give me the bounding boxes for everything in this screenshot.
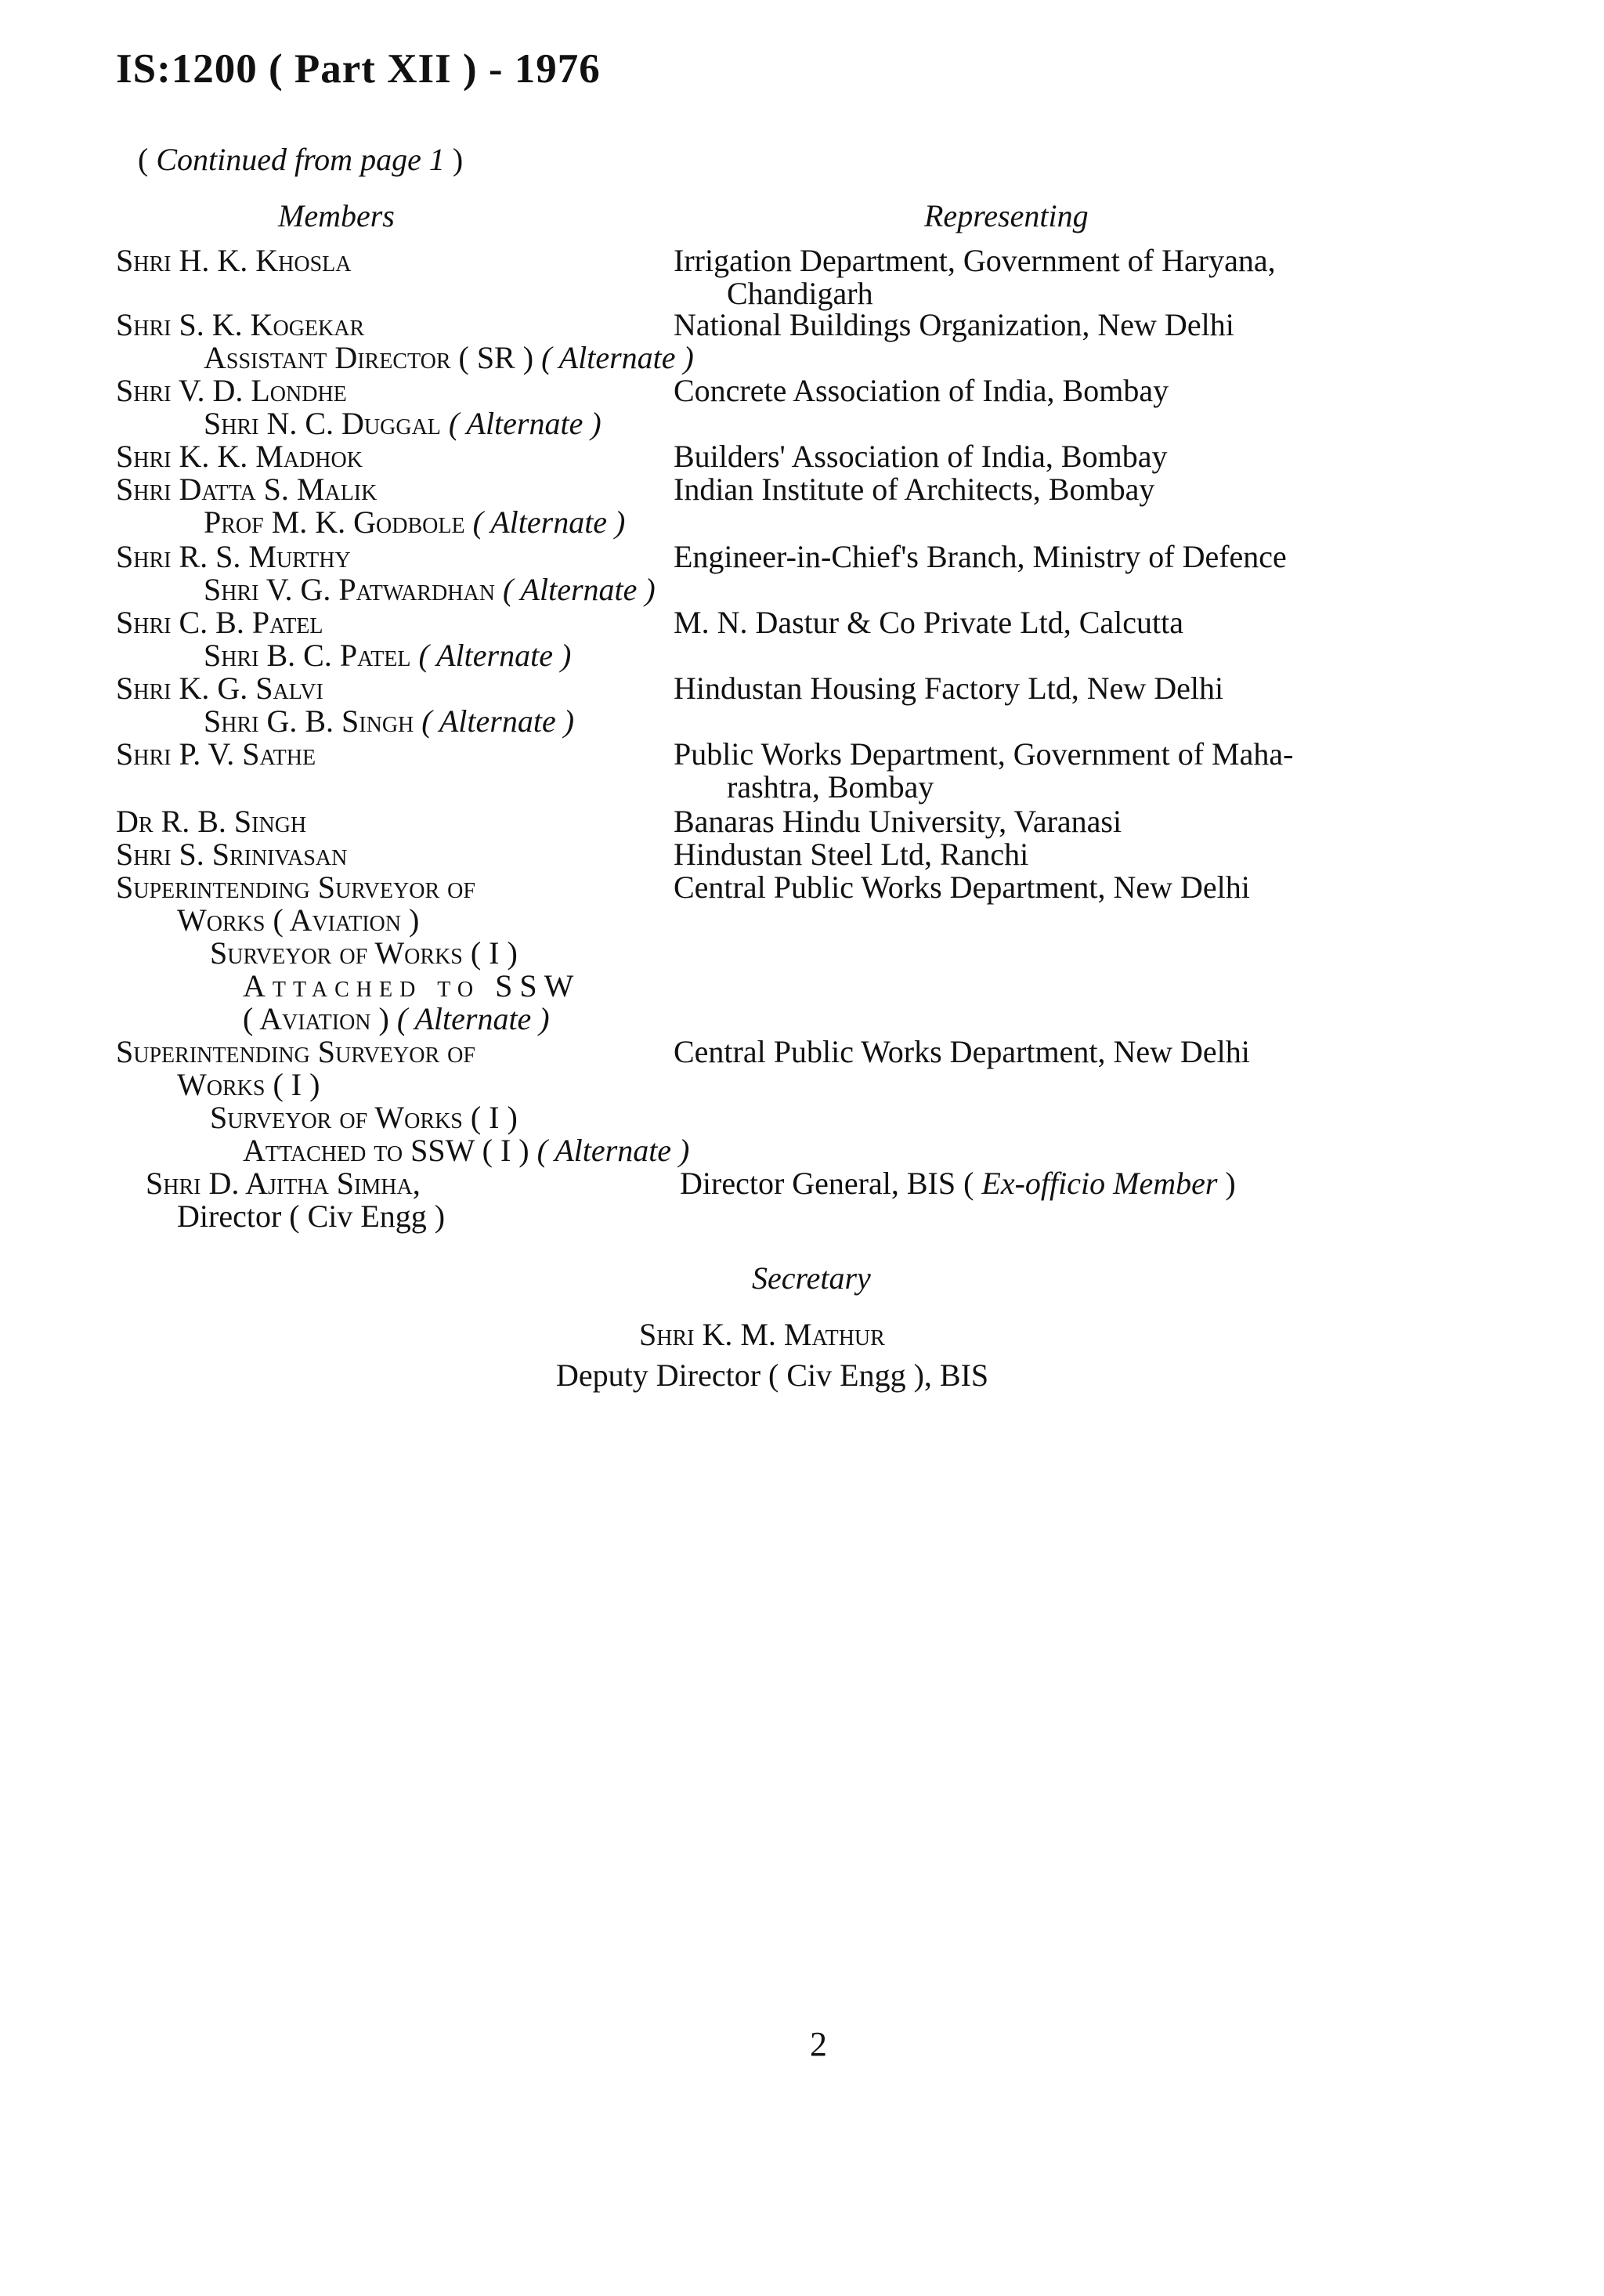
continued-note: [138, 141, 463, 178]
alternate-label: ( Alternate ): [418, 638, 572, 673]
representing-italic: Ex-officio Member: [981, 1166, 1218, 1201]
member-name: Shri D. Ajitha Simha,: [146, 1166, 421, 1201]
alternate-name: Prof M. K. Godbole: [204, 504, 465, 540]
standard-number: IS:1200 ( Part XII ) - 1976: [116, 46, 601, 92]
alternate-entry: [204, 407, 602, 440]
secretary-heading: Secretary: [752, 1260, 871, 1296]
alternate-name-continuation: Attached to SSW: [243, 968, 581, 1003]
member-name: Dr R. B. Singh: [116, 804, 307, 839]
alternate-entry: [204, 506, 625, 539]
representing-text: Banaras Hindu University, Varanasi: [674, 804, 1122, 839]
representing-text: M. N. Dastur & Co Private Ltd, Calcutta: [674, 605, 1184, 640]
continued-text: Continued from page 1: [156, 142, 445, 177]
representing-text: Public Works Department, Government of Maha-: [674, 736, 1294, 772]
alternate-name: Shri B. C. Patel: [204, 638, 411, 673]
member-representing: [674, 738, 1293, 804]
alternate-name: Shri N. C. Duggal: [204, 406, 441, 441]
representing-end: ): [1217, 1166, 1236, 1201]
secretary-designation: Deputy Director ( Civ Engg ), BIS: [556, 1358, 989, 1393]
alternate-name: Surveyor of Works ( I ): [210, 1100, 518, 1135]
member-name: Shri P. V. Sathe: [116, 736, 316, 772]
representing-text: Central Public Works Department, New Delhi: [674, 870, 1250, 905]
representing-text: Builders' Association of India, Bombay: [674, 439, 1168, 474]
representing-text: Irrigation Department, Government of Haryana,: [674, 243, 1276, 278]
alternate-entry: [204, 342, 694, 374]
member-name: Shri K. K. Madhok: [116, 439, 363, 474]
member-name: Shri S. Srinivasan: [116, 837, 348, 872]
member-name: Shri H. K. Khosla: [116, 243, 352, 278]
member-name-continuation: Works ( Aviation ): [177, 902, 420, 938]
alternate-entry: [204, 705, 574, 738]
alternate-label: ( Alternate ): [448, 406, 602, 441]
alternate-entry: [243, 1003, 550, 1036]
representing-text: Hindustan Steel Ltd, Ranchi: [674, 837, 1029, 872]
representing-text: Director General, BIS (: [680, 1166, 974, 1201]
alternate-name-continuation: Attached to SSW ( I ): [243, 1133, 529, 1168]
member-name: Superintending Surveyor of: [116, 1034, 475, 1069]
member-name: Shri K. G. Salvi: [116, 671, 323, 706]
alternate-entry: [204, 573, 656, 606]
continued-close-paren: ): [444, 142, 464, 177]
alternate-name-continuation: ( Aviation ): [243, 1001, 389, 1036]
representing-text: Engineer-in-Chief's Branch, Ministry of Defence: [674, 539, 1287, 574]
representing-column-heading: Representing: [924, 198, 1089, 233]
alternate-entry: [204, 639, 571, 672]
alternate-name: Shri V. G. Patwardhan: [204, 572, 495, 607]
page-number: 2: [810, 2025, 827, 2063]
alternate-label: ( Alternate ): [541, 340, 694, 375]
member-name: Shri Datta S. Malik: [116, 472, 378, 507]
alternate-label: ( Alternate ): [396, 1001, 550, 1036]
representing-text: Central Public Works Department, New Delhi: [674, 1034, 1250, 1069]
member-name-continuation: Director ( Civ Engg ): [177, 1199, 446, 1234]
alternate-label: ( Alternate ): [472, 504, 626, 540]
alternate-label: ( Alternate ): [536, 1133, 690, 1168]
member-name: Shri C. B. Patel: [116, 605, 323, 640]
representing-text: Hindustan Housing Factory Ltd, New Delhi: [674, 671, 1224, 706]
member-representing: [674, 244, 1276, 310]
member-name: Shri R. S. Murthy: [116, 539, 351, 574]
member-name: Superintending Surveyor of: [116, 870, 475, 905]
representing-text: Concrete Association of India, Bombay: [674, 373, 1169, 408]
member-name: Shri S. K. Kogekar: [116, 307, 365, 342]
alternate-name: Assistant Director ( SR ): [204, 340, 534, 375]
member-representing: [680, 1167, 1236, 1200]
representing-continuation: rashtra, Bombay: [727, 769, 934, 805]
alternate-entry: [243, 1134, 689, 1167]
alternate-name: Surveyor of Works ( I ): [210, 935, 518, 971]
representing-continuation: Chandigarh: [727, 276, 873, 311]
alternate-name: Shri G. B. Singh: [204, 703, 414, 739]
member-name: Shri V. D. Londhe: [116, 373, 347, 408]
secretary-name: Shri K. M. Mathur: [639, 1317, 885, 1352]
continued-open-paren: (: [138, 142, 157, 177]
member-name-continuation: Works ( I ): [177, 1067, 320, 1102]
representing-text: Indian Institute of Architects, Bombay: [674, 472, 1155, 507]
members-column-heading: Members: [278, 198, 395, 233]
alternate-label: ( Alternate ): [502, 572, 656, 607]
representing-text: National Buildings Organization, New Delhi: [674, 307, 1234, 342]
alternate-label: ( Alternate ): [421, 703, 575, 739]
